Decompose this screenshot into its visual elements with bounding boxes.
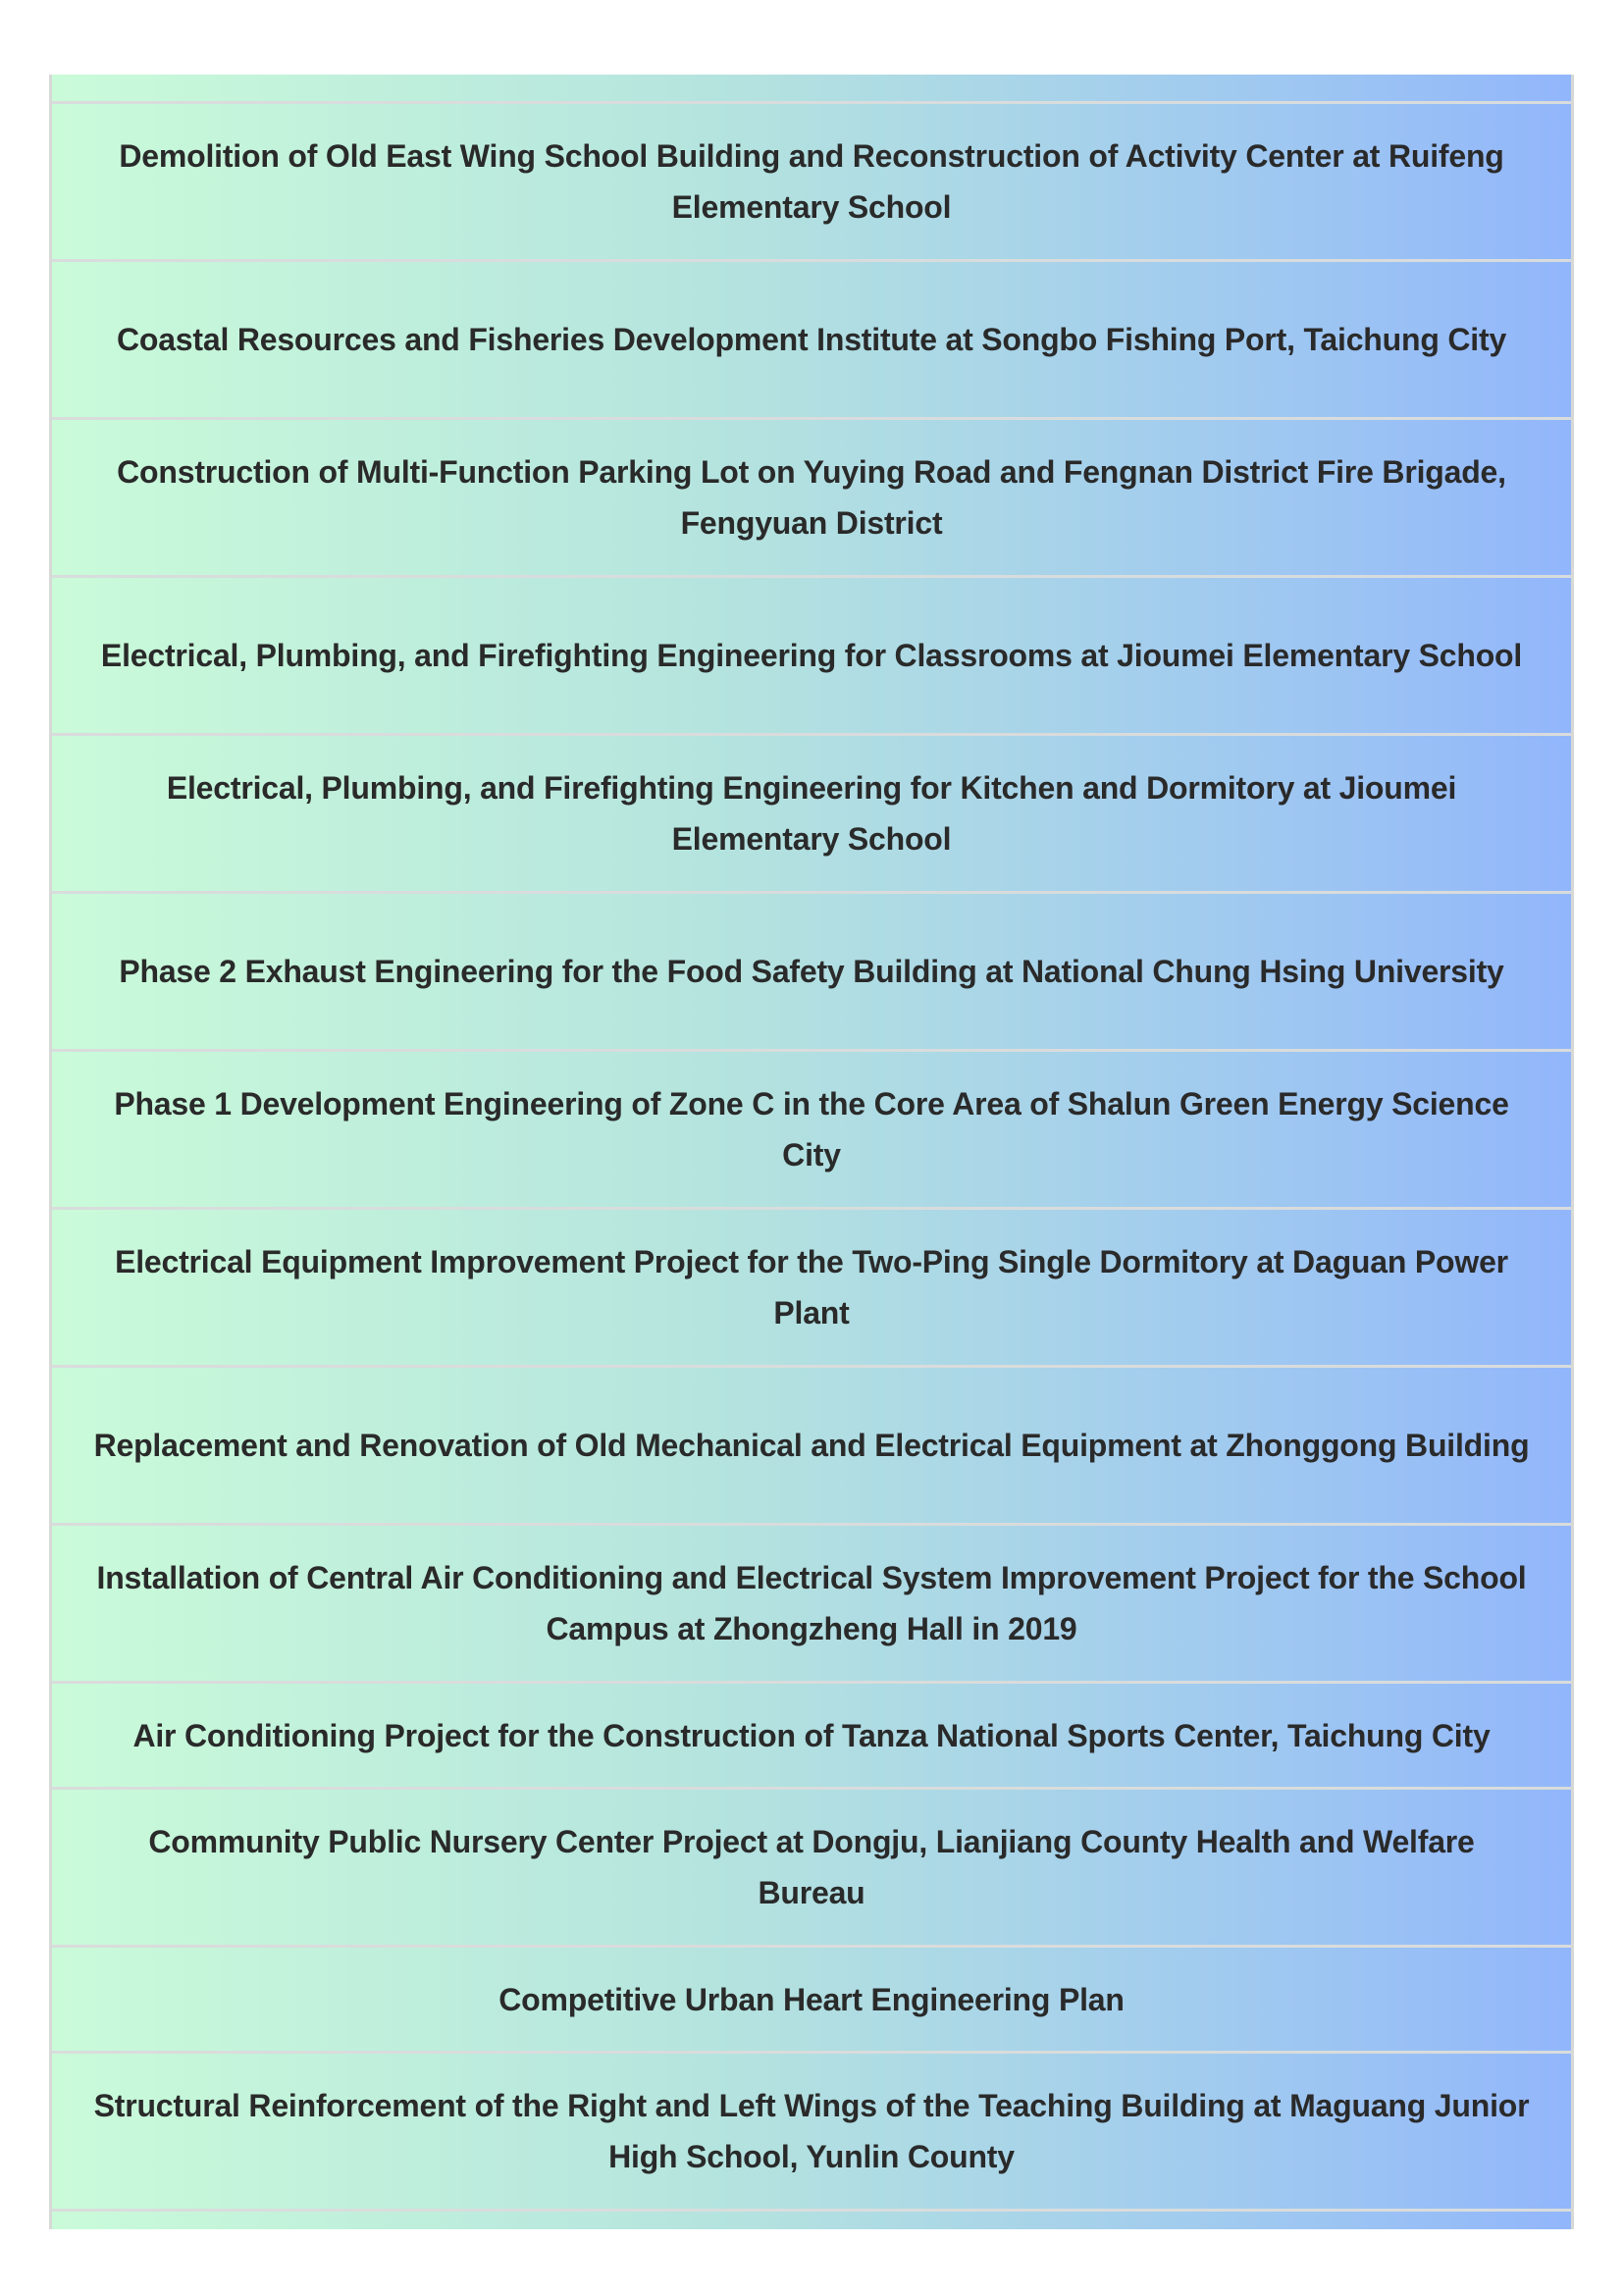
table-row-bottom-spacer — [52, 2212, 1571, 2229]
project-name: Construction of Multi-Function Parking Lot on Yuying Road and Fengnan District Fire Brigade, Fengyuan District — [117, 454, 1506, 541]
table-row — [52, 1526, 1571, 1684]
project-name: Air Conditioning Project for the Construction of Tanza National Sports Center, Taichung City — [132, 1717, 1491, 1753]
table-row — [52, 894, 1571, 1052]
table-row — [52, 1684, 1571, 1790]
table-row-top-spacer — [52, 75, 1571, 104]
table-row — [52, 2054, 1571, 2212]
table-row — [52, 578, 1571, 736]
project-name: Demolition of Old East Wing School Building and Reconstruction of Activity Center at Ruifeng Elementary School — [119, 138, 1504, 225]
project-name: Competitive Urban Heart Engineering Plan — [498, 1981, 1125, 2017]
project-name: Replacement and Renovation of Old Mechanical and Electrical Equipment at Zhonggong Building — [93, 1428, 1530, 1463]
project-name: Coastal Resources and Fisheries Development Institute at Songbo Fishing Port, Taichung City — [116, 322, 1507, 357]
project-name: Community Public Nursery Center Project at Dongju, Lianjiang County Health and Welfare Bureau — [148, 1824, 1475, 1910]
project-name: Installation of Central Air Conditioning and Electrical System Improvement Project for the School Campus at Zhongzheng Hall in 2019 — [96, 1560, 1527, 1646]
project-name: Electrical, Plumbing, and Firefighting Engineering for Classrooms at Jioumei Elementary School — [100, 638, 1523, 673]
table-row — [52, 420, 1571, 578]
table-row — [52, 1948, 1571, 2054]
table-row — [52, 104, 1571, 262]
project-name: Electrical Equipment Improvement Project for the Two-Ping Single Dormitory at Daguan Power Plant — [115, 1244, 1508, 1330]
project-name: Structural Reinforcement of the Right and Left Wings of the Teaching Building at Maguang Junior High School, Yunlin County — [93, 2088, 1530, 2174]
table-row — [52, 1052, 1571, 1210]
table-row — [52, 1368, 1571, 1526]
project-name: Phase 2 Exhaust Engineering for the Food Safety Building at National Chung Hsing University — [119, 954, 1504, 989]
table-row — [52, 1790, 1571, 1948]
table-row — [52, 1210, 1571, 1368]
project-name: Phase 1 Development Engineering of Zone C in the Core Area of Shalun Green Energy Science City — [114, 1086, 1509, 1173]
project-name: Electrical, Plumbing, and Firefighting Engineering for Kitchen and Dormitory at Jioumei Elementary School — [166, 770, 1457, 857]
table-row — [52, 736, 1571, 894]
project-table — [49, 75, 1574, 2229]
table-row — [52, 262, 1571, 420]
